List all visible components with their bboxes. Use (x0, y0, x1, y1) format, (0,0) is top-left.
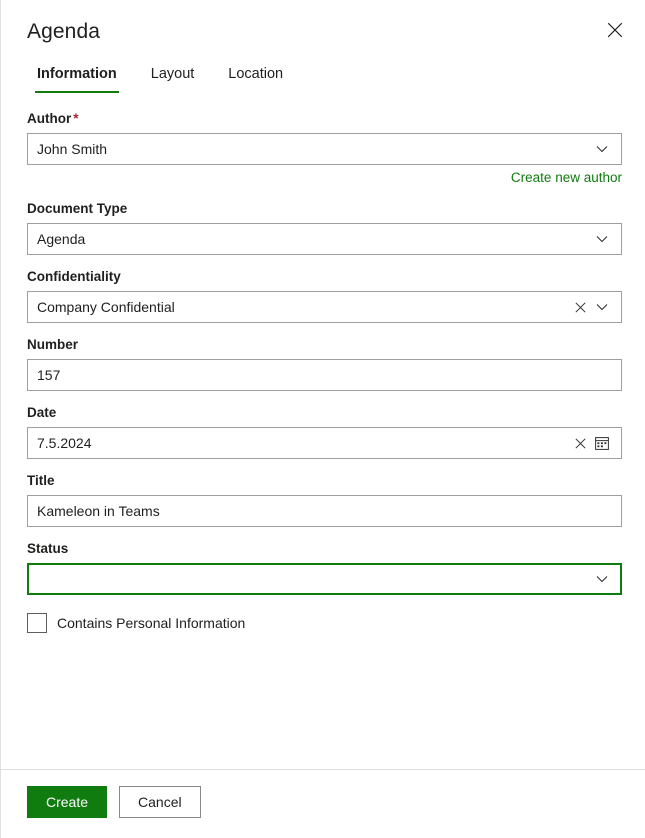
create-new-author-link[interactable]: Create new author (510, 170, 622, 185)
tab-information[interactable] (35, 60, 119, 93)
chevron-down-icon[interactable] (591, 224, 613, 254)
status-label: Status (27, 541, 69, 556)
field-status (27, 540, 623, 595)
chevron-down-icon[interactable] (591, 134, 613, 164)
tab-layout[interactable] (149, 60, 197, 93)
field-number (27, 336, 623, 391)
number-label: Number (27, 337, 79, 352)
field-author (27, 110, 623, 187)
tab-information-label: Information (37, 66, 117, 82)
form-area (1, 94, 645, 769)
author-helper-row (27, 169, 622, 187)
document-type-label: Document Type (27, 201, 128, 216)
chevron-down-icon[interactable] (591, 292, 613, 322)
field-title (27, 472, 623, 527)
panel-tabs (1, 46, 645, 94)
field-confidentiality (27, 268, 623, 323)
panel-footer (1, 769, 645, 838)
date-value: 7.5.2024 (37, 435, 92, 451)
author-value: John Smith (37, 141, 108, 157)
tab-location-label: Location (228, 66, 284, 82)
field-contains-personal-information[interactable] (27, 613, 623, 633)
author-dropdown[interactable] (27, 133, 622, 165)
personal-information-label: Contains Personal Information (57, 615, 246, 631)
create-button[interactable]: Create (27, 786, 107, 818)
field-date (27, 404, 623, 459)
tab-layout-label: Layout (150, 66, 195, 82)
title-value: Kameleon in Teams (37, 503, 160, 519)
author-label-text: Author (27, 111, 72, 126)
date-input[interactable] (27, 427, 622, 459)
number-value: 157 (37, 367, 61, 383)
cancel-button[interactable]: Cancel (119, 786, 201, 818)
confidentiality-value: Company Confidential (37, 299, 175, 315)
status-dropdown[interactable] (27, 563, 622, 595)
clear-icon[interactable] (569, 292, 591, 322)
document-type-dropdown[interactable] (27, 223, 622, 255)
author-label (27, 110, 623, 128)
tab-location[interactable] (226, 60, 285, 93)
chevron-down-icon[interactable] (591, 564, 613, 594)
confidentiality-label: Confidentiality (27, 269, 121, 284)
field-document-type (27, 200, 623, 255)
panel-header (1, 0, 645, 46)
number-input[interactable] (27, 359, 622, 391)
clear-icon[interactable] (569, 428, 591, 458)
close-icon[interactable] (599, 14, 631, 46)
confidentiality-dropdown[interactable] (27, 291, 622, 323)
date-label: Date (27, 405, 57, 420)
required-indicator: * (73, 111, 79, 126)
document-type-value: Agenda (37, 231, 86, 247)
title-input[interactable] (27, 495, 622, 527)
personal-information-checkbox[interactable] (27, 613, 47, 633)
title-label: Title (27, 473, 55, 488)
calendar-icon[interactable] (591, 428, 613, 458)
page-title: Agenda (27, 20, 101, 43)
